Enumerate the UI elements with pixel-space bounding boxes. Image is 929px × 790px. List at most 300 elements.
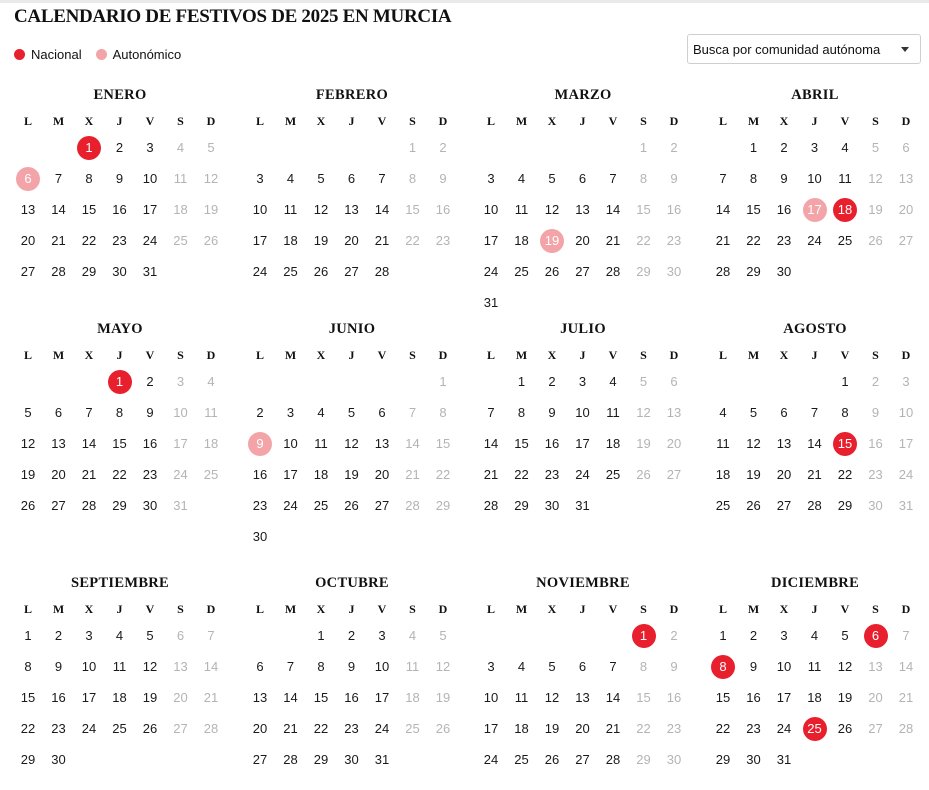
calendar-day: 29: [636, 752, 651, 767]
calendar-day: 14: [81, 436, 97, 451]
calendar-day: 26: [837, 721, 853, 736]
weekday-header: L: [255, 348, 264, 362]
calendar-day: 15: [715, 690, 731, 705]
weekday-header: X: [84, 348, 94, 362]
calendar-day: 21: [483, 467, 499, 482]
calendar-day: 3: [146, 140, 154, 155]
calendar-day: 29: [837, 498, 853, 513]
calendar-day: 27: [666, 467, 682, 482]
calendar-day: 23: [666, 721, 682, 736]
calendar-day: 2: [146, 374, 154, 389]
weekday-header: V: [608, 114, 618, 128]
calendar-day: 25: [514, 264, 529, 279]
weekday-header: M: [747, 114, 760, 128]
calendar-day: 27: [51, 498, 66, 513]
calendar-day: 7: [487, 405, 495, 420]
calendar-day: 11: [405, 659, 420, 674]
calendar-day: 24: [374, 721, 390, 736]
weekday-header: M: [747, 602, 760, 616]
calendar-day: 15: [81, 202, 97, 217]
calendar-day: 30: [142, 498, 158, 513]
calendar-day: 1: [517, 374, 526, 389]
weekday-header: X: [547, 348, 557, 362]
calendar-day: 28: [807, 498, 822, 513]
weekday-header: M: [52, 602, 65, 616]
weekday-header: J: [811, 602, 818, 616]
weekday-header: S: [872, 114, 879, 128]
calendar-day: 18: [203, 436, 219, 451]
calendar-day: 14: [405, 436, 420, 451]
calendar-day: 1: [639, 140, 648, 155]
calendar-day: 31: [173, 498, 188, 513]
calendar-day: 19: [203, 202, 219, 217]
holiday-national-day: 18: [830, 198, 860, 222]
calendar-day: 13: [374, 436, 390, 451]
calendar-day: 7: [286, 659, 295, 674]
weekday-header: M: [52, 348, 65, 362]
calendar-day: 4: [286, 171, 295, 186]
calendar-day: 21: [715, 233, 731, 248]
calendar-day: 19: [435, 690, 451, 705]
weekday-header: J: [811, 114, 818, 128]
calendar-day: 6: [578, 171, 587, 186]
calendar-day: 29: [112, 498, 127, 513]
calendar-day: 22: [81, 233, 97, 248]
calendar-day: 12: [868, 171, 883, 186]
calendar-day: 18: [514, 233, 529, 248]
calendar-day: 31: [898, 498, 914, 513]
calendar-day: 28: [374, 264, 390, 279]
legend-label-national: Nacional: [31, 47, 82, 62]
calendar-day: 3: [256, 171, 264, 186]
weekday-header: D: [669, 348, 679, 362]
calendar-day: 28: [483, 498, 499, 513]
calendar-day: 5: [548, 171, 556, 186]
calendar-day: 20: [374, 467, 390, 482]
calendar-day: 16: [746, 690, 761, 705]
weekday-header: D: [206, 114, 216, 128]
calendar-day: 2: [548, 374, 556, 389]
legend-label-regional: Autonómico: [112, 47, 182, 62]
calendar-day: 21: [405, 467, 420, 482]
calendar-day: 10: [776, 659, 792, 674]
calendar-day: 19: [837, 690, 853, 705]
calendar-day: 23: [51, 721, 66, 736]
calendar-day: 29: [81, 264, 97, 279]
calendar-day: 3: [286, 405, 295, 420]
calendar-day: 16: [142, 436, 158, 451]
calendar-day: 8: [439, 405, 447, 420]
weekday-header: J: [579, 348, 586, 362]
weekday-header: V: [608, 348, 618, 362]
calendar-day: 25: [605, 467, 621, 482]
calendar-day: 24: [575, 467, 590, 482]
calendar-day: 2: [54, 628, 63, 643]
calendar-day: 13: [173, 659, 188, 674]
weekday-header: L: [23, 602, 32, 616]
calendar-day: 14: [203, 659, 219, 674]
weekday-header: L: [23, 114, 32, 128]
calendar-day: 9: [780, 171, 788, 186]
calendar-day: 24: [283, 498, 298, 513]
calendar-day: 10: [252, 202, 268, 217]
weekday-header: L: [718, 602, 727, 616]
weekday-header: M: [52, 114, 65, 128]
calendar-day: 3: [378, 628, 386, 643]
calendar-day: 29: [313, 752, 329, 767]
holiday-regional-day: 19: [537, 229, 567, 253]
calendar-day: 20: [173, 690, 188, 705]
calendar-day: 26: [868, 233, 883, 248]
calendar-day: 2: [115, 140, 124, 155]
calendar-day: 16: [868, 436, 883, 451]
calendar-day: 28: [898, 721, 914, 736]
calendar-day: 1: [24, 628, 32, 643]
calendar-day: 7: [378, 171, 386, 186]
calendar-day: 15: [636, 202, 651, 217]
calendar-day: 29: [514, 498, 529, 513]
calendar-day: 8: [841, 405, 849, 420]
weekday-header: V: [840, 602, 850, 616]
calendar-day: 17: [283, 467, 298, 482]
calendar-day: 27: [575, 264, 590, 279]
calendar-day: 7: [810, 405, 819, 420]
calendar-day: 26: [344, 498, 359, 513]
calendar-day: 1: [317, 628, 325, 643]
calendar-day: 13: [575, 690, 590, 705]
calendar-day: 28: [715, 264, 731, 279]
calendar-day: 24: [142, 233, 158, 248]
calendar-day: 24: [807, 233, 822, 248]
calendar-day: 3: [85, 628, 93, 643]
calendar-day: 8: [639, 659, 648, 674]
calendar-day: 28: [605, 752, 621, 767]
calendar-day: 5: [548, 659, 556, 674]
calendar-day: 5: [317, 171, 325, 186]
calendar-day: 7: [902, 628, 910, 643]
weekday-header: S: [640, 602, 647, 616]
calendar-day: 6: [256, 659, 264, 674]
calendar-day: 3: [176, 374, 185, 389]
calendar-day: 3: [487, 659, 495, 674]
calendar-day: 13: [666, 405, 682, 420]
calendar-day: 7: [609, 659, 617, 674]
calendar-day: 19: [142, 690, 158, 705]
calendar-day: 21: [81, 467, 97, 482]
calendar-day: 12: [142, 659, 158, 674]
calendar-day: 15: [405, 202, 420, 217]
weekday-header: L: [486, 602, 495, 616]
weekday-header: J: [348, 114, 355, 128]
calendar-day: 24: [483, 752, 499, 767]
calendar-day: 19: [746, 467, 761, 482]
calendar-day: 30: [746, 752, 761, 767]
weekday-header: V: [145, 602, 155, 616]
calendar-day: 18: [405, 690, 420, 705]
calendar-day: 23: [666, 233, 682, 248]
calendar-day: 8: [115, 405, 124, 420]
calendar-day: 23: [112, 233, 127, 248]
weekday-header: D: [206, 602, 216, 616]
calendar-day: 26: [636, 467, 651, 482]
weekday-header: X: [84, 602, 94, 616]
calendar-day: 5: [347, 405, 356, 420]
calendar-day: 2: [439, 140, 447, 155]
weekday-header: D: [901, 114, 911, 128]
weekday-header: J: [579, 602, 586, 616]
calendar-day: 20: [575, 233, 590, 248]
holiday-national-day: 1: [105, 370, 135, 394]
weekday-header: V: [377, 348, 387, 362]
calendar-day: 30: [868, 498, 883, 513]
calendar-day: 28: [81, 498, 97, 513]
calendar-day: 14: [605, 690, 621, 705]
calendar-day: 16: [666, 202, 682, 217]
weekday-header: M: [515, 602, 528, 616]
calendar-day: 9: [670, 659, 678, 674]
calendar-day: 3: [902, 374, 910, 389]
calendar-day: 12: [203, 171, 219, 186]
weekday-header: X: [779, 114, 789, 128]
weekday-header: V: [145, 114, 155, 128]
calendar-day: 23: [544, 467, 560, 482]
calendar-day: 11: [314, 436, 328, 451]
calendar-day: 16: [666, 690, 682, 705]
calendar-day: 12: [435, 659, 451, 674]
calendar-day: 10: [81, 659, 97, 674]
calendar-day: 11: [204, 405, 218, 420]
calendar-day: 15: [20, 690, 36, 705]
calendar-day: 14: [374, 202, 390, 217]
calendar-day: 1: [749, 140, 758, 155]
calendar-day: 7: [207, 628, 215, 643]
calendar-day: 21: [807, 467, 822, 482]
calendar-day: 20: [575, 721, 590, 736]
calendar-day: 24: [173, 467, 188, 482]
weekday-header: J: [116, 348, 123, 362]
calendar-day: 7: [719, 171, 727, 186]
calendar-day: 17: [575, 436, 590, 451]
month-title: JULIO: [560, 321, 606, 337]
calendar-day: 10: [575, 405, 590, 420]
calendar-day: 29: [746, 264, 761, 279]
page-title: CALENDARIO DE FESTIVOS DE 2025 EN MURCIA: [14, 6, 452, 27]
weekday-header: J: [348, 348, 355, 362]
calendar-day: 8: [749, 171, 758, 186]
calendar-day: 10: [374, 659, 390, 674]
calendar-day: 25: [112, 721, 127, 736]
calendar-day: 13: [868, 659, 883, 674]
calendar-day: 8: [408, 171, 417, 186]
calendar-day: 20: [20, 233, 36, 248]
weekday-header: J: [811, 348, 818, 362]
calendar-day: 19: [344, 467, 359, 482]
calendar-day: 22: [636, 721, 651, 736]
calendar-day: 18: [313, 467, 329, 482]
calendar-day: 30: [344, 752, 359, 767]
calendar-day: 4: [810, 628, 819, 643]
calendar-day: 14: [715, 202, 731, 217]
calendar-day: 5: [146, 628, 154, 643]
calendar-day: 13: [776, 436, 792, 451]
calendar-day: 17: [483, 233, 499, 248]
calendar-day: 26: [544, 752, 560, 767]
calendar-day: 5: [749, 405, 758, 420]
calendar-day: 16: [435, 202, 451, 217]
calendar-day: 14: [483, 436, 499, 451]
weekday-header: D: [901, 602, 911, 616]
calendar-day: 31: [142, 264, 158, 279]
calendar-day: 22: [837, 467, 853, 482]
calendar-day: 12: [636, 405, 651, 420]
calendar-day: 25: [837, 233, 853, 248]
calendar-day: 28: [405, 498, 420, 513]
calendar-day: 4: [517, 171, 526, 186]
calendar-day: 25: [715, 498, 731, 513]
calendar-day: 10: [807, 171, 822, 186]
calendar-day: 22: [715, 721, 731, 736]
weekday-header: M: [515, 114, 528, 128]
calendar-day: 29: [20, 752, 36, 767]
calendar-day: 23: [435, 233, 451, 248]
calendar-day: 6: [902, 140, 910, 155]
calendar-day: 30: [252, 529, 268, 544]
weekday-header: S: [177, 114, 184, 128]
calendar-day: 19: [20, 467, 36, 482]
weekday-header: V: [608, 602, 618, 616]
calendar-day: 5: [207, 140, 215, 155]
calendar-day: 15: [746, 202, 761, 217]
calendar-day: 12: [544, 690, 560, 705]
calendar-day: 18: [112, 690, 127, 705]
weekday-header: J: [116, 602, 123, 616]
calendar-day: 6: [54, 405, 63, 420]
weekday-header: S: [872, 602, 879, 616]
calendar-day: 23: [142, 467, 158, 482]
calendar-day: 25: [203, 467, 219, 482]
calendar-day: 12: [544, 202, 560, 217]
weekday-header: S: [409, 114, 416, 128]
month-title: MARZO: [554, 87, 612, 103]
calendar-day: 15: [112, 436, 127, 451]
weekday-header: D: [438, 348, 448, 362]
calendar-day: 6: [670, 374, 678, 389]
calendar-day: 19: [313, 233, 329, 248]
calendar-day: 4: [408, 628, 417, 643]
calendar-day: 11: [112, 659, 127, 674]
calendar-day: 2: [871, 374, 880, 389]
calendar-day: 24: [776, 721, 792, 736]
calendar-day: 27: [344, 264, 359, 279]
calendar-day: 22: [746, 233, 761, 248]
calendar-day: 23: [344, 721, 359, 736]
calendar-day: 14: [51, 202, 66, 217]
weekday-header: X: [316, 114, 326, 128]
weekday-header: L: [255, 114, 264, 128]
weekday-header: D: [901, 348, 911, 362]
holiday-regional-day: 17: [800, 198, 830, 222]
calendar-day: 16: [252, 467, 268, 482]
calendar-day: 2: [347, 628, 356, 643]
calendar-day: 8: [85, 171, 93, 186]
calendar-day: 12: [313, 202, 329, 217]
calendar-day: 17: [173, 436, 188, 451]
calendar-day: 18: [514, 721, 529, 736]
calendar-day: 21: [374, 233, 390, 248]
region-select-value: Busca por comunidad autónoma: [693, 41, 881, 57]
calendar-day: 15: [435, 436, 451, 451]
calendar-day: 19: [636, 436, 651, 451]
calendar-day: 19: [544, 721, 560, 736]
holiday-national-day: 25: [800, 717, 830, 741]
calendar-day: 28: [51, 264, 66, 279]
month-title: OCTUBRE: [315, 575, 389, 591]
calendar-day: 5: [24, 405, 32, 420]
calendar-day: 23: [868, 467, 883, 482]
calendar-day: 3: [810, 140, 819, 155]
calendar-day: 13: [20, 202, 36, 217]
calendar-day: 26: [142, 721, 158, 736]
calendar-day: 26: [203, 233, 219, 248]
weekday-header: V: [840, 348, 850, 362]
calendar-day: 4: [517, 659, 526, 674]
calendar-day: 16: [344, 690, 359, 705]
weekday-header: V: [377, 602, 387, 616]
calendar-day: 21: [898, 690, 914, 705]
calendar-day: 4: [841, 140, 849, 155]
calendar-day: 7: [408, 405, 417, 420]
weekday-header: S: [409, 348, 416, 362]
calendar-day: 20: [776, 467, 792, 482]
calendar-day: 14: [605, 202, 621, 217]
calendar-day: 19: [868, 202, 883, 217]
calendar-day: 6: [378, 405, 386, 420]
weekday-header: S: [640, 348, 647, 362]
calendar-day: 13: [344, 202, 359, 217]
calendar-day: 31: [374, 752, 390, 767]
calendar-day: 24: [252, 264, 268, 279]
calendar-day: 11: [716, 436, 730, 451]
calendar-day: 6: [780, 405, 788, 420]
month-title: ABRIL: [791, 87, 839, 103]
calendar-day: 13: [575, 202, 590, 217]
calendar-day: 9: [749, 659, 758, 674]
calendar-day: 9: [115, 171, 124, 186]
calendar-day: 17: [898, 436, 914, 451]
calendar-day: 5: [439, 628, 447, 643]
weekday-header: X: [316, 348, 326, 362]
calendar-day: 30: [666, 264, 682, 279]
calendar-day: 24: [483, 264, 499, 279]
holiday-national-day: 6: [861, 624, 891, 648]
calendar-day: 3: [578, 374, 587, 389]
calendar-day: 31: [575, 498, 590, 513]
calendar-day: 11: [606, 405, 620, 420]
calendar-day: 22: [20, 721, 36, 736]
calendar-day: 27: [374, 498, 390, 513]
calendar-day: 9: [54, 659, 63, 674]
calendar-day: 18: [605, 436, 621, 451]
month-title: AGOSTO: [783, 321, 847, 337]
calendar-day: 6: [578, 659, 587, 674]
calendar-day: 2: [670, 140, 678, 155]
calendar-day: 10: [142, 171, 158, 186]
calendar-day: 10: [483, 690, 499, 705]
weekday-header: M: [284, 602, 297, 616]
holiday-regional-day: 6: [13, 167, 43, 191]
calendar-day: 4: [719, 405, 727, 420]
calendar-day: 26: [20, 498, 36, 513]
